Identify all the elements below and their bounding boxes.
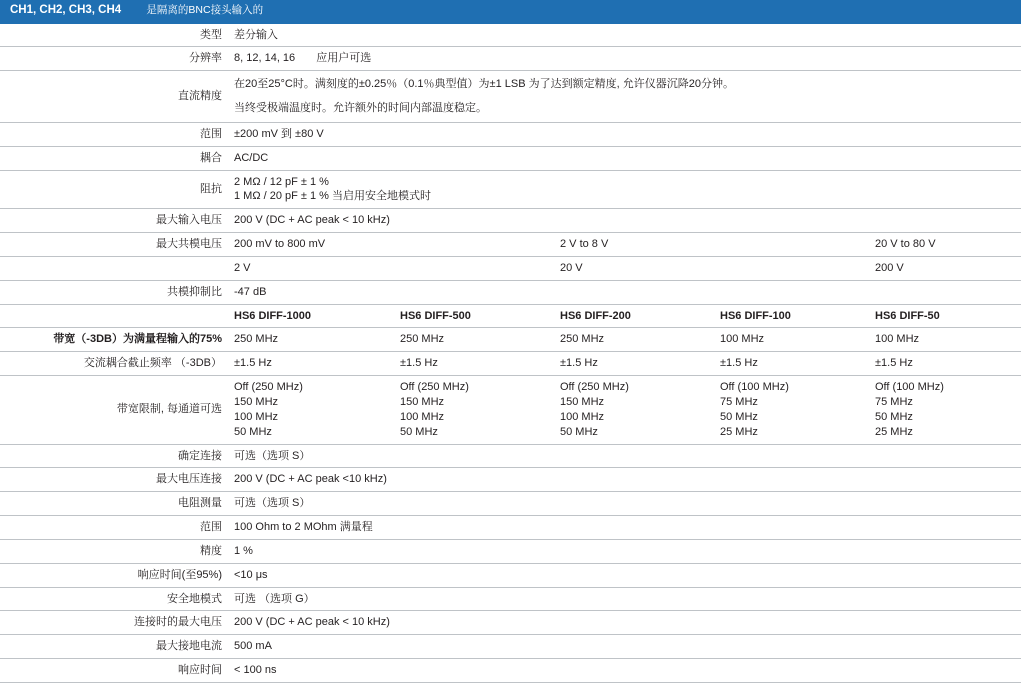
table-row bbox=[0, 468, 1021, 492]
row-value-3: ±1.5 Hz bbox=[554, 352, 714, 376]
row-label: 安全地模式 bbox=[0, 587, 228, 611]
table-row bbox=[0, 280, 1021, 304]
row-value: 100 Ohm to 2 MOhm 满量程 bbox=[228, 516, 1021, 540]
dc-accuracy-line-1: 在20至25°C时。满刻度的±0.25％（0.1％典型值）为±1 LSB 为了达到额定精度, 允许仪器沉降20分钟。 bbox=[234, 78, 734, 91]
row-value-4: 100 MHz bbox=[714, 328, 869, 352]
table-row bbox=[0, 563, 1021, 587]
row-label: 范围 bbox=[0, 516, 228, 540]
table-row bbox=[0, 516, 1021, 540]
table-row bbox=[0, 146, 1021, 170]
resolution-note: 应用户可选 bbox=[316, 52, 372, 65]
row-value-2 bbox=[394, 376, 554, 444]
row-value-1: 2 V bbox=[228, 256, 554, 280]
table-row bbox=[0, 122, 1021, 146]
row-value-2: 250 MHz bbox=[394, 328, 554, 352]
row-value-3: 20 V bbox=[554, 256, 869, 280]
row-label: 连接时的最大电压 bbox=[0, 611, 228, 635]
header-note: 是隔离的BNC接头输入的 bbox=[146, 4, 264, 16]
row-value: 差分输入 bbox=[228, 23, 1021, 47]
header-cell bbox=[0, 0, 1021, 23]
row-value bbox=[228, 71, 1021, 123]
table-row bbox=[0, 71, 1021, 123]
table-row bbox=[0, 659, 1021, 683]
table-row bbox=[0, 611, 1021, 635]
row-value: 可选（选项 S） bbox=[228, 492, 1021, 516]
dc-accuracy-line-2: 当终受极端温度时。允许额外的时间内部温度稳定。 bbox=[234, 102, 487, 115]
row-label: 类型 bbox=[0, 23, 228, 47]
row-label: 电阻测量 bbox=[0, 492, 228, 516]
row-label: 带宽（-3DB）为满量程输入的75% bbox=[0, 328, 228, 352]
row-value: -47 dB bbox=[228, 280, 1021, 304]
bw-limit-5-line-1: Off (100 MHz) bbox=[875, 381, 944, 394]
bw-limit-5-line-3: 50 MHz bbox=[875, 410, 913, 423]
row-label: 阻抗 bbox=[0, 170, 228, 209]
row-value bbox=[228, 170, 1021, 209]
row-value-5: 100 MHz bbox=[869, 328, 1021, 352]
model-column-4: HS6 DIFF-100 bbox=[714, 304, 869, 328]
bw-limit-1-line-2: 150 MHz bbox=[234, 396, 279, 409]
row-value: 200 V (DC + AC peak < 10 kHz) bbox=[228, 611, 1021, 635]
row-value: AC/DC bbox=[228, 146, 1021, 170]
row-value-5: 20 V to 80 V bbox=[869, 233, 1021, 257]
row-label: 最大接地电流 bbox=[0, 635, 228, 659]
table-row bbox=[0, 587, 1021, 611]
row-value-5: 200 V bbox=[869, 256, 1021, 280]
row-value: 1 % bbox=[228, 539, 1021, 563]
model-header-label bbox=[0, 304, 228, 328]
row-label: 最大输入电压 bbox=[0, 209, 228, 233]
bw-limit-4-line-2: 75 MHz bbox=[720, 396, 758, 409]
row-label: 精度 bbox=[0, 539, 228, 563]
table-row bbox=[0, 444, 1021, 468]
row-value-1: 250 MHz bbox=[228, 328, 394, 352]
row-value-5 bbox=[869, 376, 1021, 444]
table-row bbox=[0, 209, 1021, 233]
table-row bbox=[0, 233, 1021, 257]
bw-limit-3-line-1: Off (250 MHz) bbox=[560, 381, 629, 394]
row-label: 响应时间(至95%) bbox=[0, 563, 228, 587]
table-row bbox=[0, 256, 1021, 280]
model-column-5: HS6 DIFF-50 bbox=[869, 304, 1021, 328]
row-label: 交流耦合截止频率 （-3DB） bbox=[0, 352, 228, 376]
row-label: 最大共模电压 bbox=[0, 233, 228, 257]
row-label: 最大电压连接 bbox=[0, 468, 228, 492]
row-value-1 bbox=[228, 376, 394, 444]
table-row bbox=[0, 23, 1021, 47]
table-row bbox=[0, 539, 1021, 563]
model-column-1: HS6 DIFF-1000 bbox=[228, 304, 394, 328]
resolution-values: 8, 12, 14, 16 bbox=[234, 52, 296, 65]
model-column-3: HS6 DIFF-200 bbox=[554, 304, 714, 328]
bw-limit-4-line-4: 25 MHz bbox=[720, 425, 758, 438]
row-value: <10 μs bbox=[228, 563, 1021, 587]
table-row bbox=[0, 352, 1021, 376]
table-row bbox=[0, 47, 1021, 71]
bw-limit-5-line-2: 75 MHz bbox=[875, 396, 913, 409]
row-label bbox=[0, 256, 228, 280]
row-value bbox=[228, 47, 1021, 71]
row-value-1: ±1.5 Hz bbox=[228, 352, 394, 376]
model-header-row bbox=[0, 304, 1021, 328]
table-row bbox=[0, 376, 1021, 444]
table-row bbox=[0, 170, 1021, 209]
row-value-2: ±1.5 Hz bbox=[394, 352, 554, 376]
row-value-4: ±1.5 Hz bbox=[714, 352, 869, 376]
row-label: 确定连接 bbox=[0, 444, 228, 468]
row-label: 直流精度 bbox=[0, 71, 228, 123]
bw-limit-2-line-4: 50 MHz bbox=[400, 425, 438, 438]
row-value: < 100 ns bbox=[228, 659, 1021, 683]
bw-limit-1-line-4: 50 MHz bbox=[234, 425, 272, 438]
bw-limit-1-line-1: Off (250 MHz) bbox=[234, 381, 303, 394]
bw-limit-2-line-2: 150 MHz bbox=[400, 396, 445, 409]
table-row bbox=[0, 635, 1021, 659]
row-label: 带宽限制, 每通道可选 bbox=[0, 376, 228, 444]
row-value-3: 250 MHz bbox=[554, 328, 714, 352]
row-value: 可选 （选项 G） bbox=[228, 587, 1021, 611]
impedance-line-2: 1 MΩ / 20 pF ± 1 % 当启用安全地模式时 bbox=[234, 190, 432, 203]
row-value: 可选（选项 S） bbox=[228, 444, 1021, 468]
bw-limit-3-line-4: 50 MHz bbox=[560, 425, 598, 438]
header-title: CH1, CH2, CH3, CH4 bbox=[10, 4, 122, 16]
bw-limit-2-line-1: Off (250 MHz) bbox=[400, 381, 469, 394]
row-label: 分辨率 bbox=[0, 47, 228, 71]
table-header-row bbox=[0, 0, 1021, 23]
bw-limit-5-line-4: 25 MHz bbox=[875, 425, 913, 438]
table-row bbox=[0, 492, 1021, 516]
row-label: 耦合 bbox=[0, 146, 228, 170]
bw-limit-2-line-3: 100 MHz bbox=[400, 410, 445, 423]
row-value: ±200 mV 到 ±80 V bbox=[228, 122, 1021, 146]
row-value-3 bbox=[554, 376, 714, 444]
table-row bbox=[0, 328, 1021, 352]
row-label: 范围 bbox=[0, 122, 228, 146]
row-label: 响应时间 bbox=[0, 659, 228, 683]
bw-limit-4-line-3: 50 MHz bbox=[720, 410, 758, 423]
bw-limit-4-line-1: Off (100 MHz) bbox=[720, 381, 789, 394]
row-value: 500 mA bbox=[228, 635, 1021, 659]
row-value: 200 V (DC + AC peak < 10 kHz) bbox=[228, 209, 1021, 233]
row-label: 共模抑制比 bbox=[0, 280, 228, 304]
impedance-line-1: 2 MΩ / 12 pF ± 1 % bbox=[234, 175, 329, 188]
row-value: 200 V (DC + AC peak <10 kHz) bbox=[228, 468, 1021, 492]
row-value-5: ±1.5 Hz bbox=[869, 352, 1021, 376]
row-value-3: 2 V to 8 V bbox=[554, 233, 869, 257]
bw-limit-3-line-2: 150 MHz bbox=[560, 396, 605, 409]
model-column-2: HS6 DIFF-500 bbox=[394, 304, 554, 328]
bw-limit-1-line-3: 100 MHz bbox=[234, 410, 279, 423]
bw-limit-3-line-3: 100 MHz bbox=[560, 410, 605, 423]
row-value-4 bbox=[714, 376, 869, 444]
row-value-1: 200 mV to 800 mV bbox=[228, 233, 554, 257]
